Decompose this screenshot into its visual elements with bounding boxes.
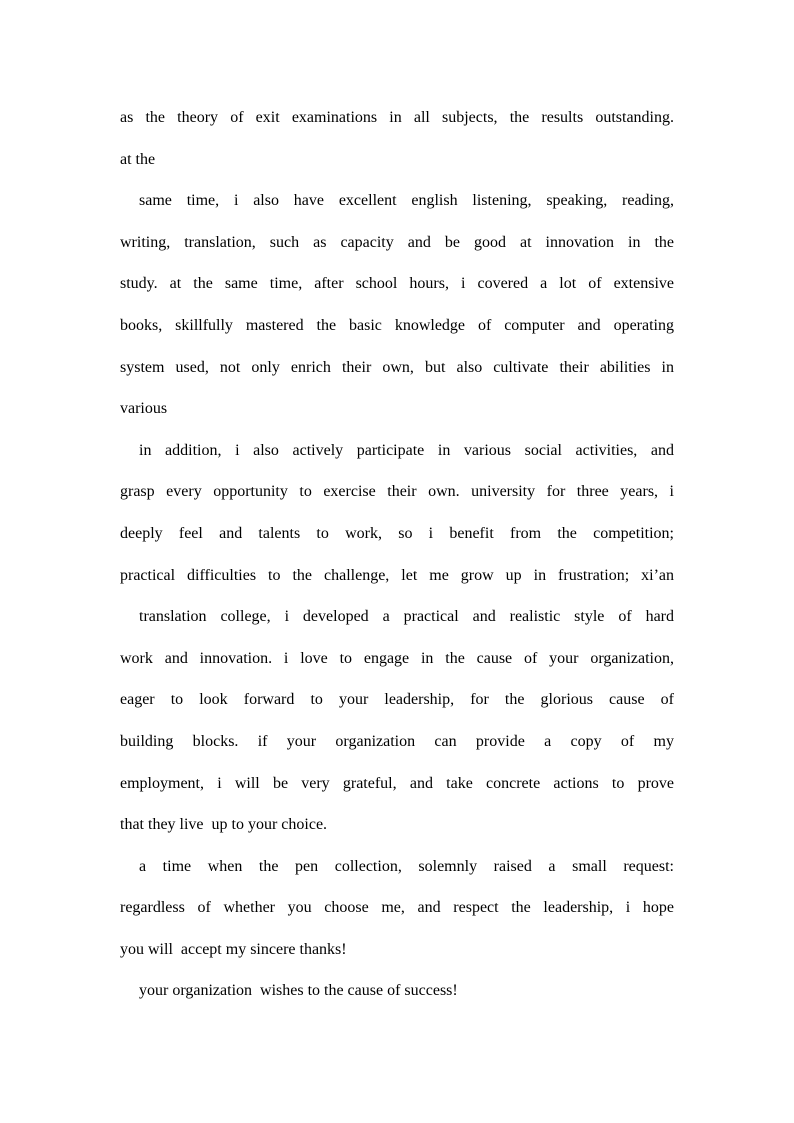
text-line-22: your organization wishes to the cause of success! xyxy=(139,982,458,1000)
text-line-19: a time when the pen collection, solemnly raised a small request: xyxy=(139,857,674,875)
text-line-6: books, skillfully mastered the basic knowledge of computer and operating xyxy=(120,316,674,334)
text-line-13: translation college, i developed a practical and realistic style of hard xyxy=(139,608,674,626)
text-line-10: grasp every opportunity to exercise their own. university for three years, i xyxy=(120,483,674,501)
text-line-17: employment, i will be very grateful, and take concrete actions to prove xyxy=(120,774,674,792)
text-line-15: eager to look forward to your leadership, for the glorious cause of xyxy=(120,691,674,709)
text-line-1: as the theory of exit examinations in all subjects, the results outstanding. xyxy=(120,109,674,126)
text-line-4: writing, translation, such as capacity and be good at innovation in the xyxy=(120,233,674,251)
text-line-16: building blocks. if your organization can provide a copy of my xyxy=(120,732,674,750)
text-line-7: system used, not only enrich their own, but also cultivate their abilities in xyxy=(120,358,674,376)
text-line-11: deeply feel and talents to work, so i benefit from the competition; xyxy=(120,524,674,542)
text-line-5: study. at the same time, after school hours, i covered a lot of extensive xyxy=(120,275,674,293)
text-line-3: same time, i also have excellent english listening, speaking, reading, xyxy=(139,192,674,210)
text-line-2: at the xyxy=(120,150,156,168)
text-line-8: various xyxy=(120,400,168,418)
text-line-9: in addition, i also actively participate in various social activities, and xyxy=(139,441,674,459)
text-line-14: work and innovation. i love to engage in the cause of your organization, xyxy=(120,649,674,667)
document-body xyxy=(120,97,674,1012)
text-line-20: regardless of whether you choose me, and respect the leadership, i hope xyxy=(120,899,674,917)
text-line-18: that they live up to your choice. xyxy=(120,816,328,834)
text-line-21: you will accept my sincere thanks! xyxy=(120,940,347,958)
text-line-12: practical difficulties to the challenge, let me grow up in frustration; xi’an xyxy=(120,566,674,584)
